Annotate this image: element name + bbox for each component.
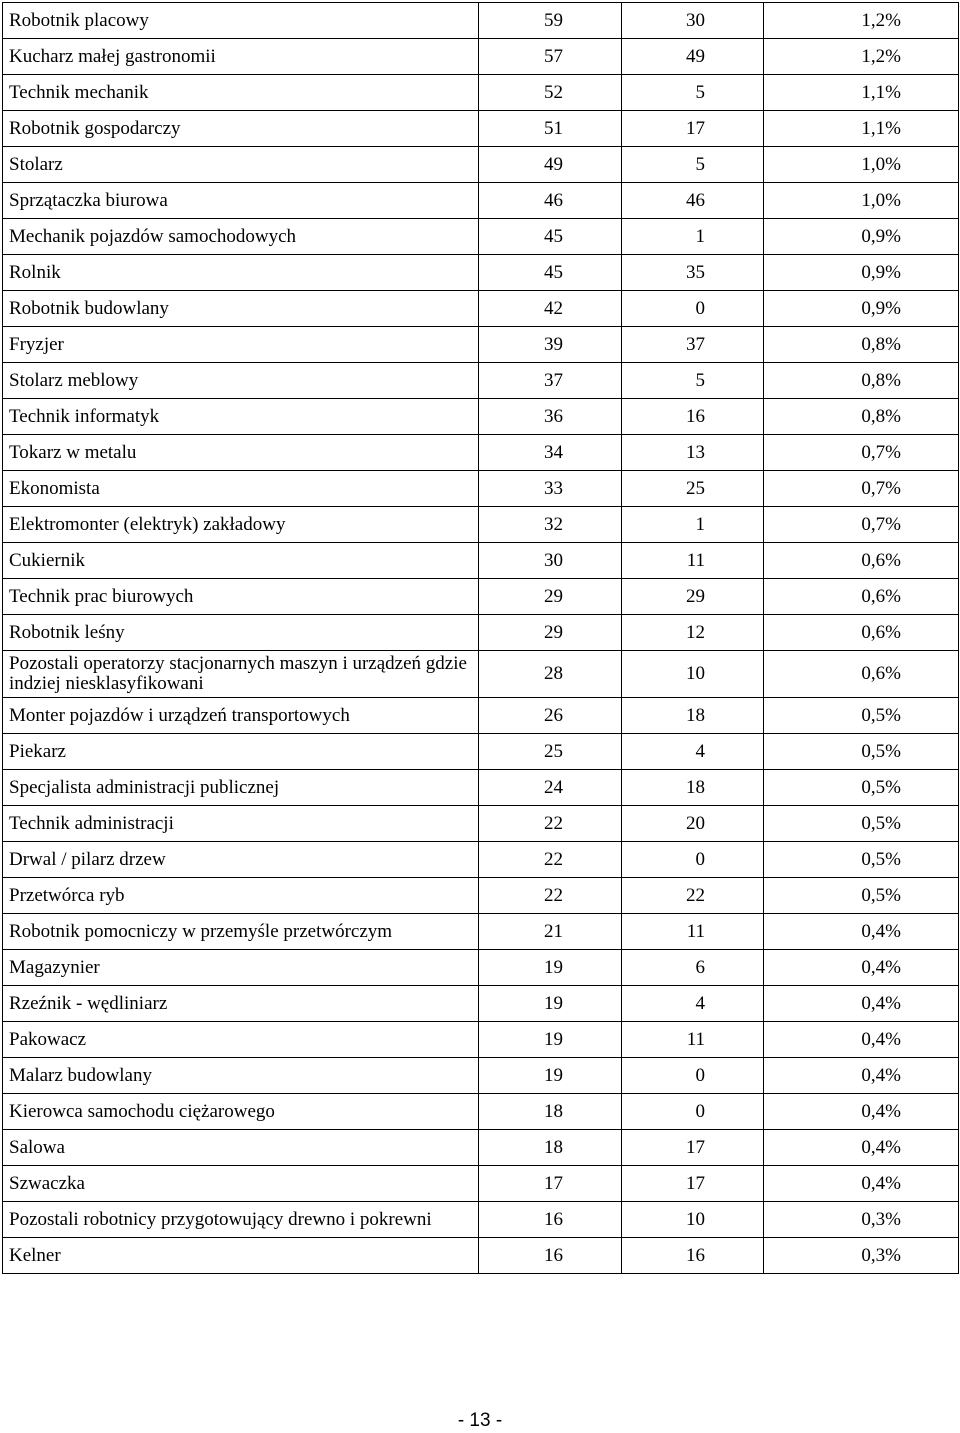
percent-cell: 0,7% xyxy=(764,471,959,507)
count-cell: 19 xyxy=(479,1022,622,1058)
occupation-name-cell: Technik administracji xyxy=(3,806,479,842)
table-row xyxy=(3,363,959,399)
count-cell-secondary: 11 xyxy=(622,1022,764,1058)
count-cell: 45 xyxy=(479,219,622,255)
occupation-name-cell: Elektromonter (elektryk) zakładowy xyxy=(3,507,479,543)
count-cell-secondary: 11 xyxy=(622,914,764,950)
table-row xyxy=(3,183,959,219)
count-cell-secondary: 35 xyxy=(622,255,764,291)
count-cell-secondary: 0 xyxy=(622,842,764,878)
table-row xyxy=(3,147,959,183)
table-row xyxy=(3,950,959,986)
table-row xyxy=(3,615,959,651)
count-cell-secondary: 46 xyxy=(622,183,764,219)
table-row xyxy=(3,986,959,1022)
table-row xyxy=(3,471,959,507)
percent-cell: 0,5% xyxy=(764,878,959,914)
table-row xyxy=(3,435,959,471)
table-row xyxy=(3,1166,959,1202)
count-cell: 16 xyxy=(479,1202,622,1238)
count-cell: 21 xyxy=(479,914,622,950)
table-row xyxy=(3,1094,959,1130)
occupation-name-cell: Magazynier xyxy=(3,950,479,986)
percent-cell: 0,8% xyxy=(764,327,959,363)
page-number: - 13 - xyxy=(457,1410,503,1431)
percent-cell: 0,5% xyxy=(764,842,959,878)
percent-cell: 0,4% xyxy=(764,1094,959,1130)
count-cell-secondary: 10 xyxy=(622,1202,764,1238)
count-cell: 33 xyxy=(479,471,622,507)
table-row xyxy=(3,39,959,75)
count-cell-secondary: 0 xyxy=(622,1094,764,1130)
count-cell-secondary: 0 xyxy=(622,1058,764,1094)
occupation-name-cell: Pozostali robotnicy przygotowujący drewno i pokrewni xyxy=(3,1202,479,1238)
count-cell: 19 xyxy=(479,1058,622,1094)
count-cell-secondary: 29 xyxy=(622,579,764,615)
table-row xyxy=(3,914,959,950)
occupation-name-cell: Fryzjer xyxy=(3,327,479,363)
percent-cell: 0,3% xyxy=(764,1238,959,1274)
percent-cell: 0,3% xyxy=(764,1202,959,1238)
percent-cell: 1,0% xyxy=(764,183,959,219)
count-cell-secondary: 49 xyxy=(622,39,764,75)
count-cell-secondary: 18 xyxy=(622,770,764,806)
table-row xyxy=(3,1202,959,1238)
occupation-name-cell: Monter pojazdów i urządzeń transportowych xyxy=(3,698,479,734)
table-row xyxy=(3,1022,959,1058)
percent-cell: 0,6% xyxy=(764,651,959,698)
table-row xyxy=(3,579,959,615)
count-cell-secondary: 12 xyxy=(622,615,764,651)
percent-cell: 0,9% xyxy=(764,291,959,327)
table-row xyxy=(3,219,959,255)
count-cell-secondary: 5 xyxy=(622,75,764,111)
percent-cell: 1,2% xyxy=(764,3,959,39)
percent-cell: 0,4% xyxy=(764,914,959,950)
percent-cell: 0,8% xyxy=(764,363,959,399)
table-row xyxy=(3,878,959,914)
count-cell: 25 xyxy=(479,734,622,770)
occupation-name-cell: Ekonomista xyxy=(3,471,479,507)
percent-cell: 0,4% xyxy=(764,1022,959,1058)
count-cell: 51 xyxy=(479,111,622,147)
occupation-name-cell: Stolarz meblowy xyxy=(3,363,479,399)
count-cell: 29 xyxy=(479,615,622,651)
percent-cell: 0,6% xyxy=(764,579,959,615)
count-cell-secondary: 30 xyxy=(622,3,764,39)
percent-cell: 0,4% xyxy=(764,1166,959,1202)
count-cell-secondary: 4 xyxy=(622,734,764,770)
occupation-name-cell: Tokarz w metalu xyxy=(3,435,479,471)
occupation-name-cell: Robotnik budowlany xyxy=(3,291,479,327)
table-row xyxy=(3,543,959,579)
count-cell: 19 xyxy=(479,986,622,1022)
occupation-name-cell: Kucharz małej gastronomii xyxy=(3,39,479,75)
table-row xyxy=(3,399,959,435)
count-cell: 52 xyxy=(479,75,622,111)
count-cell: 19 xyxy=(479,950,622,986)
count-cell-secondary: 16 xyxy=(622,399,764,435)
percent-cell: 0,5% xyxy=(764,698,959,734)
table-row xyxy=(3,698,959,734)
table-row xyxy=(3,1058,959,1094)
occupation-name-cell: Malarz budowlany xyxy=(3,1058,479,1094)
occupation-name-cell: Drwal / pilarz drzew xyxy=(3,842,479,878)
occupation-name-cell: Salowa xyxy=(3,1130,479,1166)
table-row xyxy=(3,1130,959,1166)
percent-cell: 0,5% xyxy=(764,770,959,806)
table-row xyxy=(3,3,959,39)
occupation-name-cell: Cukiernik xyxy=(3,543,479,579)
count-cell: 17 xyxy=(479,1166,622,1202)
count-cell: 45 xyxy=(479,255,622,291)
table-row xyxy=(3,291,959,327)
occupation-name-cell: Szwaczka xyxy=(3,1166,479,1202)
table-row xyxy=(3,734,959,770)
count-cell: 57 xyxy=(479,39,622,75)
occupation-name-cell: Kelner xyxy=(3,1238,479,1274)
count-cell-secondary: 1 xyxy=(622,507,764,543)
percent-cell: 0,7% xyxy=(764,507,959,543)
count-cell: 16 xyxy=(479,1238,622,1274)
count-cell-secondary: 6 xyxy=(622,950,764,986)
count-cell-secondary: 1 xyxy=(622,219,764,255)
occupation-name-cell: Robotnik pomocniczy w przemyśle przetwórczym xyxy=(3,914,479,950)
occupation-name-cell: Robotnik gospodarczy xyxy=(3,111,479,147)
occupation-name-cell: Rzeźnik - wędliniarz xyxy=(3,986,479,1022)
table-row xyxy=(3,75,959,111)
occupation-name-cell: Kierowca samochodu ciężarowego xyxy=(3,1094,479,1130)
count-cell: 59 xyxy=(479,3,622,39)
percent-cell: 0,8% xyxy=(764,399,959,435)
occupation-name-cell: Pakowacz xyxy=(3,1022,479,1058)
occupation-name-cell: Przetwórca ryb xyxy=(3,878,479,914)
occupation-name-cell: Specjalista administracji publicznej xyxy=(3,770,479,806)
percent-cell: 1,1% xyxy=(764,111,959,147)
count-cell: 42 xyxy=(479,291,622,327)
percent-cell: 0,9% xyxy=(764,219,959,255)
count-cell-secondary: 10 xyxy=(622,651,764,698)
occupation-name-cell: Robotnik placowy xyxy=(3,3,479,39)
percent-cell: 0,5% xyxy=(764,734,959,770)
count-cell: 24 xyxy=(479,770,622,806)
percent-cell: 1,0% xyxy=(764,147,959,183)
count-cell-secondary: 17 xyxy=(622,1166,764,1202)
count-cell: 28 xyxy=(479,651,622,698)
count-cell: 49 xyxy=(479,147,622,183)
percent-cell: 1,2% xyxy=(764,39,959,75)
occupation-name-cell: Stolarz xyxy=(3,147,479,183)
count-cell: 18 xyxy=(479,1094,622,1130)
occupation-name-cell: Sprzątaczka biurowa xyxy=(3,183,479,219)
count-cell-secondary: 13 xyxy=(622,435,764,471)
count-cell-secondary: 16 xyxy=(622,1238,764,1274)
count-cell-secondary: 18 xyxy=(622,698,764,734)
count-cell-secondary: 17 xyxy=(622,111,764,147)
occupation-name-cell: Rolnik xyxy=(3,255,479,291)
table-row xyxy=(3,507,959,543)
occupation-name-cell: Technik mechanik xyxy=(3,75,479,111)
table-row xyxy=(3,1238,959,1274)
count-cell: 37 xyxy=(479,363,622,399)
count-cell-secondary: 25 xyxy=(622,471,764,507)
count-cell: 30 xyxy=(479,543,622,579)
count-cell-secondary: 5 xyxy=(622,363,764,399)
percent-cell: 0,4% xyxy=(764,1130,959,1166)
count-cell-secondary: 17 xyxy=(622,1130,764,1166)
percent-cell: 0,7% xyxy=(764,435,959,471)
occupation-name-cell: Piekarz xyxy=(3,734,479,770)
percent-cell: 1,1% xyxy=(764,75,959,111)
count-cell-secondary: 5 xyxy=(622,147,764,183)
table-row xyxy=(3,327,959,363)
occupation-table xyxy=(2,2,959,1274)
occupation-name-cell: Robotnik leśny xyxy=(3,615,479,651)
count-cell-secondary: 4 xyxy=(622,986,764,1022)
count-cell: 32 xyxy=(479,507,622,543)
table-row xyxy=(3,651,959,698)
count-cell-secondary: 20 xyxy=(622,806,764,842)
percent-cell: 0,5% xyxy=(764,806,959,842)
count-cell: 29 xyxy=(479,579,622,615)
percent-cell: 0,9% xyxy=(764,255,959,291)
occupation-name-cell: Technik informatyk xyxy=(3,399,479,435)
count-cell: 46 xyxy=(479,183,622,219)
occupation-name-cell: Pozostali operatorzy stacjonarnych maszyn i urządzeń gdzie indziej niesklasyfikowani xyxy=(3,651,479,698)
count-cell: 34 xyxy=(479,435,622,471)
percent-cell: 0,6% xyxy=(764,615,959,651)
count-cell: 39 xyxy=(479,327,622,363)
occupation-name-cell: Technik prac biurowych xyxy=(3,579,479,615)
percent-cell: 0,4% xyxy=(764,1058,959,1094)
percent-cell: 0,4% xyxy=(764,950,959,986)
percent-cell: 0,6% xyxy=(764,543,959,579)
count-cell: 36 xyxy=(479,399,622,435)
table-row xyxy=(3,770,959,806)
table-row xyxy=(3,806,959,842)
table-row xyxy=(3,842,959,878)
table-row xyxy=(3,111,959,147)
count-cell-secondary: 22 xyxy=(622,878,764,914)
table-row xyxy=(3,255,959,291)
count-cell-secondary: 0 xyxy=(622,291,764,327)
occupation-name-cell: Mechanik pojazdów samochodowych xyxy=(3,219,479,255)
percent-cell: 0,4% xyxy=(764,986,959,1022)
count-cell: 22 xyxy=(479,842,622,878)
count-cell-secondary: 37 xyxy=(622,327,764,363)
count-cell: 22 xyxy=(479,878,622,914)
count-cell: 26 xyxy=(479,698,622,734)
count-cell-secondary: 11 xyxy=(622,543,764,579)
count-cell: 18 xyxy=(479,1130,622,1166)
count-cell: 22 xyxy=(479,806,622,842)
